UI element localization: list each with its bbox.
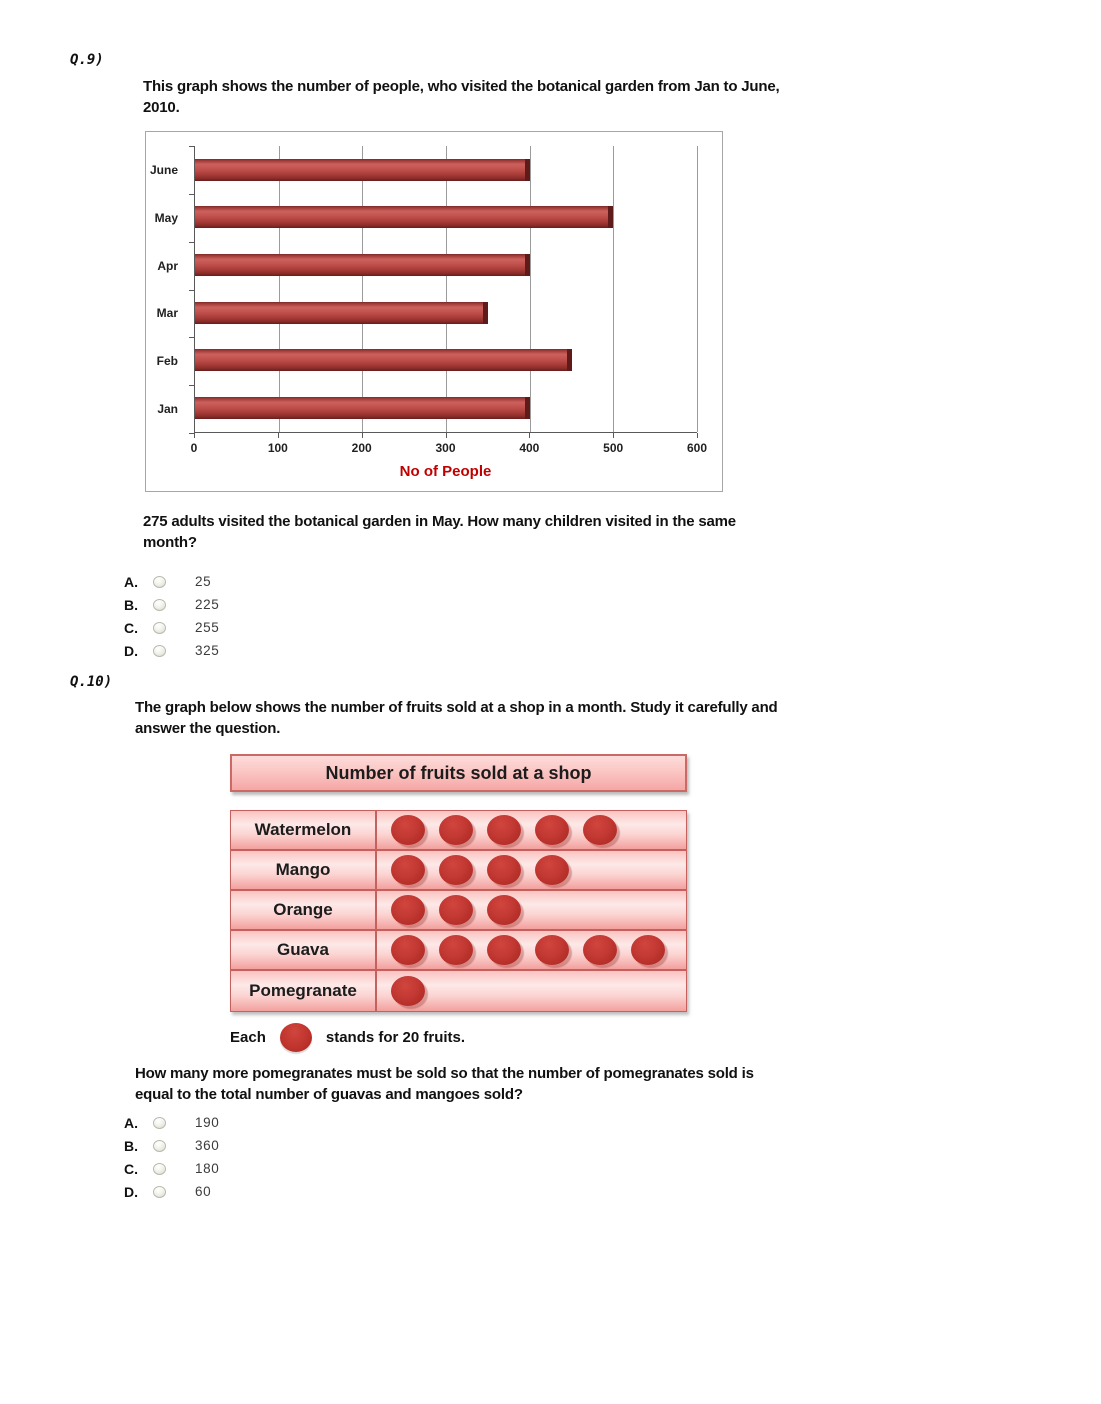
row-label: Guava bbox=[231, 931, 377, 969]
bar-band-may bbox=[195, 194, 697, 242]
row-label: Watermelon bbox=[231, 811, 377, 849]
bar-feb bbox=[195, 349, 572, 371]
q10-option-b bbox=[124, 1134, 219, 1157]
option-letter: A. bbox=[124, 573, 138, 590]
bar-may bbox=[195, 206, 613, 228]
red-circle-icon bbox=[391, 935, 425, 965]
x-axis-tick bbox=[697, 433, 698, 438]
radio-button[interactable] bbox=[153, 1140, 166, 1152]
row-icons bbox=[377, 971, 686, 1011]
x-axis-tick bbox=[446, 433, 447, 438]
bar-band-feb bbox=[195, 337, 697, 385]
xtick-500: 500 bbox=[603, 441, 624, 455]
x-axis-tick bbox=[529, 433, 530, 438]
radio-button[interactable] bbox=[153, 576, 166, 588]
radio-button[interactable] bbox=[153, 1117, 166, 1129]
red-circle-icon bbox=[583, 935, 617, 965]
q10-option-a bbox=[124, 1111, 219, 1134]
q9-option-c bbox=[124, 616, 219, 639]
red-circle-icon bbox=[391, 815, 425, 845]
q10-intro bbox=[135, 697, 778, 739]
xtick-200: 200 bbox=[351, 441, 372, 455]
pictograph-row-orange bbox=[231, 891, 686, 931]
row-label: Pomegranate bbox=[231, 971, 377, 1011]
month-label-apr: Apr bbox=[157, 258, 178, 273]
y-axis-tick bbox=[189, 242, 195, 243]
q9-option-d bbox=[124, 639, 219, 662]
q9-options bbox=[124, 570, 219, 662]
q9-question bbox=[143, 511, 736, 553]
month-label-feb: Feb bbox=[156, 354, 178, 369]
option-value: 190 bbox=[195, 1115, 220, 1130]
red-circle-icon bbox=[535, 815, 569, 845]
red-circle-icon bbox=[439, 895, 473, 925]
option-letter: C. bbox=[124, 619, 138, 636]
radio-button[interactable] bbox=[153, 1163, 166, 1175]
y-axis-category-labels bbox=[146, 146, 187, 433]
option-value: 325 bbox=[195, 643, 220, 658]
bar-apr bbox=[195, 254, 530, 276]
q9-question-line1: 275 adults visited the botanical garden in May. How many children visited in the same bbox=[143, 513, 736, 530]
q10-intro-line2: answer the question. bbox=[135, 720, 281, 737]
bar-band-apr bbox=[195, 241, 697, 289]
option-value: 360 bbox=[195, 1138, 220, 1153]
q10-question bbox=[135, 1063, 754, 1105]
red-circle-icon bbox=[535, 935, 569, 965]
red-circle-icon bbox=[631, 935, 665, 965]
option-value: 180 bbox=[195, 1161, 220, 1176]
bar-chart-plot-area bbox=[194, 146, 697, 433]
x-axis-title: No of People bbox=[399, 463, 492, 480]
q9-number: Q.9) bbox=[70, 52, 104, 68]
x-axis-tick-labels bbox=[190, 441, 708, 457]
red-circle-icon bbox=[487, 815, 521, 845]
q9-intro-line1: This graph shows the number of people, who visited the botanical garden from Jan to June, bbox=[143, 78, 780, 95]
red-circle-icon bbox=[487, 855, 521, 885]
pictograph-row-mango bbox=[231, 851, 686, 891]
option-letter: D. bbox=[124, 1183, 138, 1200]
y-axis-tick bbox=[189, 337, 195, 338]
y-axis-tick bbox=[189, 290, 195, 291]
legend-prefix: Each bbox=[230, 1028, 266, 1046]
radio-button[interactable] bbox=[153, 622, 166, 634]
y-axis-tick bbox=[189, 146, 195, 147]
month-label-mar: Mar bbox=[156, 306, 178, 321]
red-circle-icon bbox=[487, 895, 521, 925]
q10-option-c bbox=[124, 1157, 219, 1180]
radio-button[interactable] bbox=[153, 1186, 166, 1198]
y-axis-tick bbox=[189, 194, 195, 195]
x-axis-tick bbox=[278, 433, 279, 438]
option-value: 225 bbox=[195, 597, 220, 612]
option-letter: B. bbox=[124, 1137, 138, 1154]
bar-chart bbox=[145, 131, 723, 492]
option-value: 25 bbox=[195, 574, 212, 589]
q10-options bbox=[124, 1111, 219, 1203]
month-label-may: May bbox=[154, 210, 178, 225]
bar-band-june bbox=[195, 146, 697, 194]
q9-option-b bbox=[124, 593, 219, 616]
radio-button[interactable] bbox=[153, 599, 166, 611]
xtick-600: 600 bbox=[686, 441, 708, 455]
option-letter: C. bbox=[124, 1160, 138, 1177]
pictograph-title: Number of fruits sold at a shop bbox=[230, 754, 687, 792]
red-circle-icon bbox=[439, 815, 473, 845]
red-circle-icon bbox=[391, 895, 425, 925]
red-circle-icon bbox=[439, 935, 473, 965]
row-icons bbox=[377, 931, 686, 969]
bar-band-mar bbox=[195, 289, 697, 337]
month-label-jan: Jan bbox=[157, 402, 178, 417]
red-circle-icon bbox=[280, 1023, 312, 1052]
pictograph-row-pomegranate bbox=[231, 971, 686, 1011]
bar-june bbox=[195, 159, 530, 181]
row-label: Orange bbox=[231, 891, 377, 929]
xtick-300: 300 bbox=[435, 441, 456, 455]
red-circle-icon bbox=[439, 855, 473, 885]
gridline bbox=[697, 146, 698, 432]
red-circle-icon bbox=[391, 976, 425, 1006]
bar-mar bbox=[195, 302, 488, 324]
xtick-100: 100 bbox=[267, 441, 288, 455]
x-axis-tick bbox=[613, 433, 614, 438]
option-value: 60 bbox=[195, 1184, 212, 1199]
xtick-400: 400 bbox=[519, 441, 540, 455]
option-letter: A. bbox=[124, 1114, 138, 1131]
x-axis-tick bbox=[362, 433, 363, 438]
pictograph-legend bbox=[230, 1021, 465, 1053]
q10-option-d bbox=[124, 1180, 219, 1203]
q9-intro bbox=[143, 76, 779, 118]
q10-question-line2: equal to the total number of guavas and mangoes sold? bbox=[135, 1086, 523, 1103]
month-label-june: June bbox=[149, 162, 178, 177]
radio-button[interactable] bbox=[153, 645, 166, 657]
row-label: Mango bbox=[231, 851, 377, 889]
option-letter: B. bbox=[124, 596, 138, 613]
row-icons bbox=[377, 891, 686, 929]
q10-intro-line1: The graph below shows the number of fruits sold at a shop in a month. Study it carefully and bbox=[135, 699, 778, 716]
x-axis-tick bbox=[194, 433, 195, 438]
red-circle-icon bbox=[583, 815, 617, 845]
bar-band-jan bbox=[195, 384, 697, 432]
bar-jan bbox=[195, 397, 530, 419]
pictograph-table bbox=[230, 810, 687, 1012]
red-circle-icon bbox=[487, 935, 521, 965]
option-value: 255 bbox=[195, 620, 220, 635]
row-icons bbox=[377, 811, 686, 849]
q10-question-line1: How many more pomegranates must be sold so that the number of pomegranates sold is bbox=[135, 1065, 754, 1082]
q9-question-line2: month? bbox=[143, 534, 197, 551]
option-letter: D. bbox=[124, 642, 138, 659]
pictograph-row-guava bbox=[231, 931, 686, 971]
legend-suffix: stands for 20 fruits. bbox=[325, 1028, 466, 1046]
y-axis-tick bbox=[189, 385, 195, 386]
red-circle-icon bbox=[535, 855, 569, 885]
q9-option-a bbox=[124, 570, 219, 593]
red-circle-icon bbox=[391, 855, 425, 885]
q9-intro-line2: 2010. bbox=[143, 99, 180, 116]
q10-number: Q.10) bbox=[70, 674, 113, 690]
row-icons bbox=[377, 851, 686, 889]
xtick-0: 0 bbox=[190, 441, 198, 455]
pictograph-row-watermelon bbox=[231, 811, 686, 851]
